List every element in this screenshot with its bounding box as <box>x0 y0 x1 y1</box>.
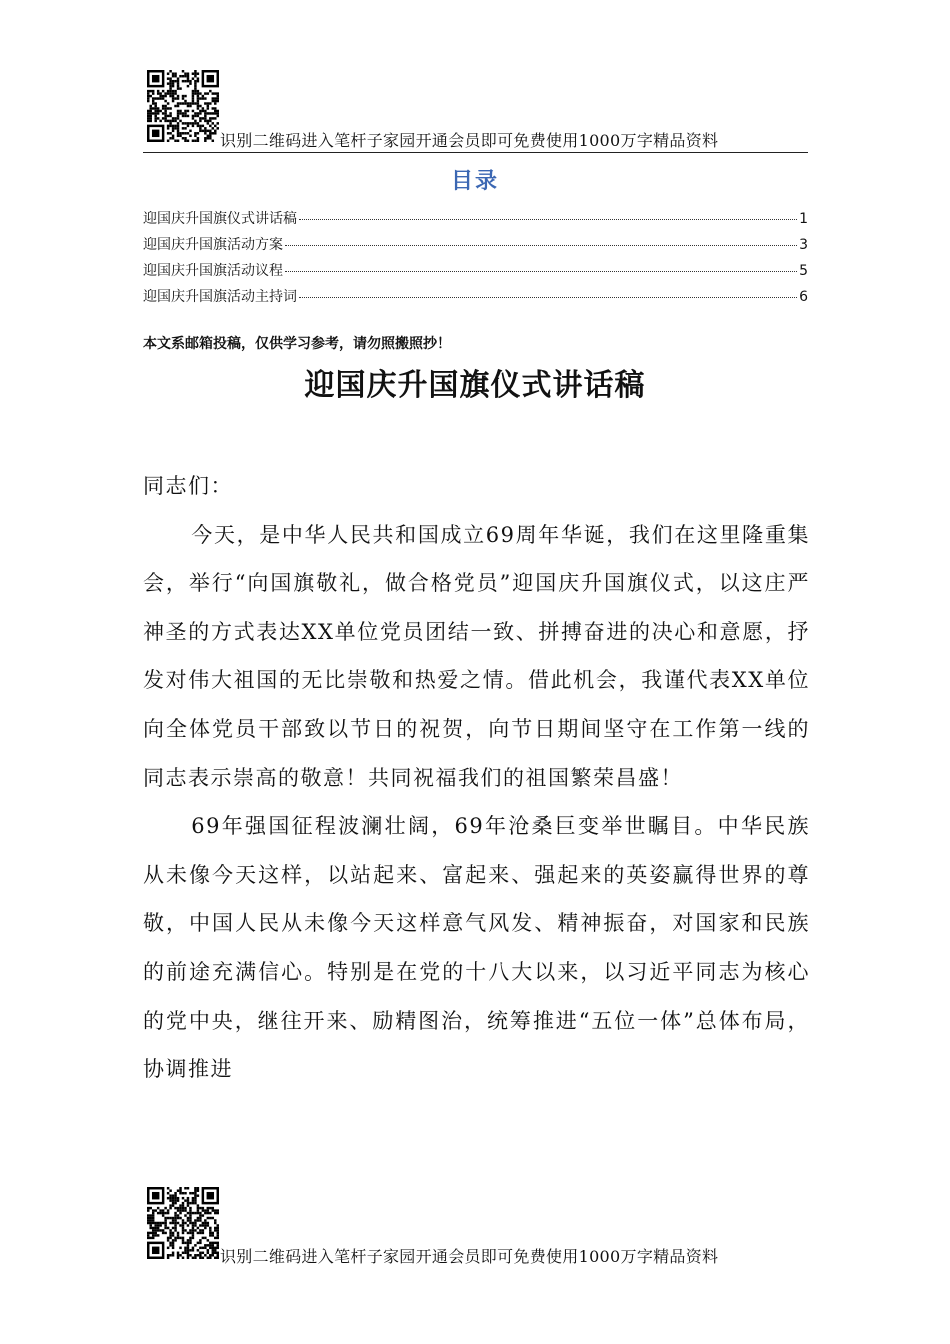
toc-item-page: 6 <box>799 289 808 305</box>
toc-item-page: 3 <box>799 237 808 253</box>
toc-item-label: 迎国庆升国旗活动主持词 <box>143 289 297 305</box>
document-body <box>143 462 810 1094</box>
header-divider <box>143 152 808 153</box>
toc-item[interactable] <box>143 286 808 312</box>
toc-item-page: 1 <box>799 211 808 227</box>
table-of-contents <box>143 208 808 312</box>
qr-code-icon[interactable] <box>147 70 219 142</box>
toc-leader <box>299 297 797 298</box>
toc-leader <box>285 271 797 272</box>
body-paragraph: 今天，是中华人民共和国成立69周年华诞，我们在这里隆重集会，举行“向国旗敬礼，做合格党员”迎国庆升国旗仪式，以这庄严神圣的方式表达XX单位党员团结一致、拼搏奋进的决心和意愿，抒发对伟大祖国的无比崇敬和热爱之情。借此机会，我谨代表XX单位向全体党员干部致以节日的祝贺，向节日期间坚守在工作第一线的同志表示崇高的敬意！共同祝福我们的祖国繁荣昌盛！ <box>143 522 810 790</box>
body-paragraph: 69年强国征程波澜壮阔，69年沧桑巨变举世瞩目。中华民族从未像今天这样，以站起来、富起来、强起来的英姿赢得世界的尊敬，中国人民从未像今天这样意气风发、精神振奋，对国家和民族的前途充满信心。特别是在党的十八大以来，以习近平同志为核心的党中央，继往开来、励精图治，统筹推进“五位一体”总体布局，协调推进 <box>143 814 810 1082</box>
footer-banner-text: 识别二维码进入笔杆子家园开通会员即可免费使用1000万字精品资料 <box>220 1247 719 1266</box>
toc-item-page: 5 <box>799 263 808 279</box>
toc-item[interactable] <box>143 208 808 234</box>
toc-leader <box>299 219 797 220</box>
toc-title: 目录 <box>450 168 499 194</box>
toc-item[interactable] <box>143 234 808 260</box>
toc-item-label: 迎国庆升国旗活动方案 <box>143 237 283 253</box>
salutation: 同志们： <box>143 474 233 498</box>
toc-item-label: 迎国庆升国旗活动议程 <box>143 263 283 279</box>
copyright-notice: 本文系邮箱投稿，仅供学习参考，请勿照搬照抄！ <box>143 336 451 352</box>
toc-item[interactable] <box>143 260 808 286</box>
qr-code-icon[interactable] <box>147 1187 219 1259</box>
document-title: 迎国庆升国旗仪式讲话稿 <box>304 368 646 403</box>
toc-leader <box>285 245 797 246</box>
toc-item-label: 迎国庆升国旗仪式讲话稿 <box>143 211 297 227</box>
header-banner-text: 识别二维码进入笔杆子家园开通会员即可免费使用1000万字精品资料 <box>220 131 719 150</box>
